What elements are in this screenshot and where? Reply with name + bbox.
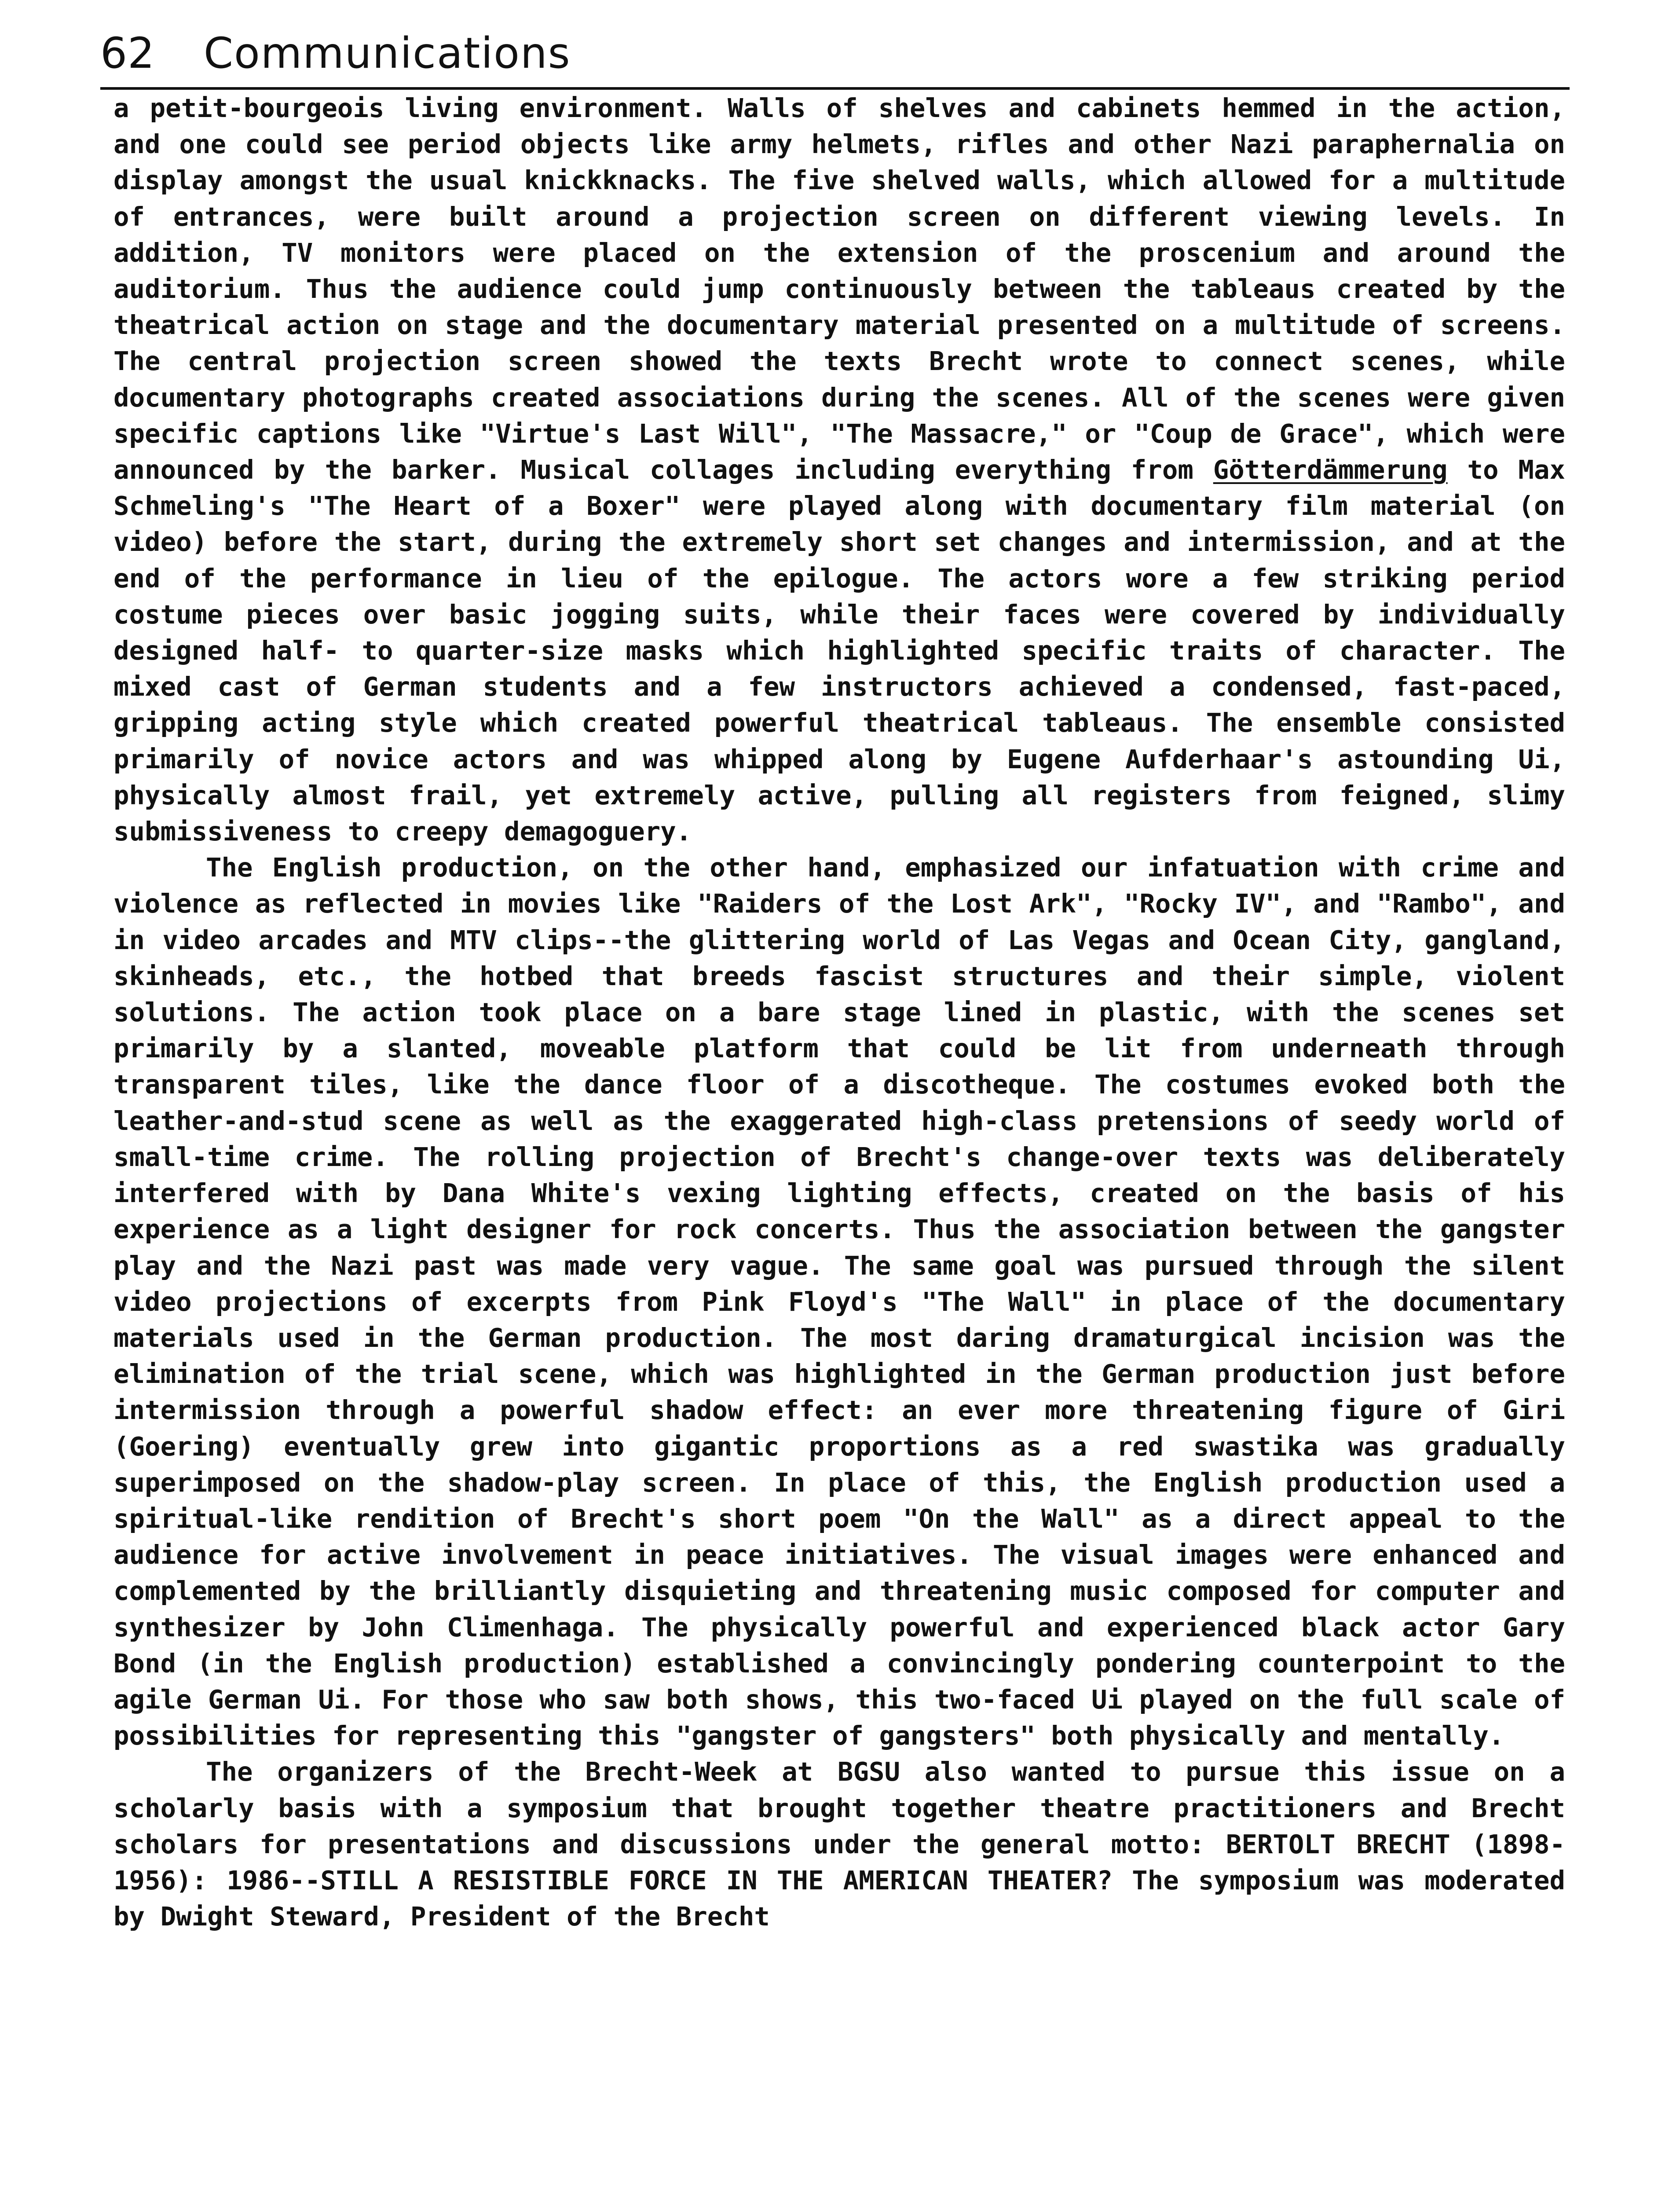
paragraph-1: [113, 90, 1565, 850]
underlined-title-gotterdammerung: Götterdämmerung: [1213, 455, 1448, 485]
article-body: [113, 90, 1565, 1935]
paragraph-2: The English production, on the other hand, emphasized our infatuation with crime and violence as reflected in movies like "Raiders of the Lost Ark", "Rocky IV", and "Rambo", and in video arcades and MTV clips--the glittering world of Las Vegas and Ocean City, gangland, skinheads, etc., the hotbed that breeds fascist structures and their simple, violent solutions. The action took place on a bare stage lined in plastic, with the scenes set primarily by a slanted, moveable platform that could be lit from underneath through transparent tiles, like the dance floor of a discotheque. The costumes evoked both the leather-and-stud scene as well as the exaggerated high-class pretensions of seedy world of small-time crime. The rolling projection of Brecht's change-over texts was deliberately interfered with by Dana White's vexing lighting effects, created on the basis of his experience as a light designer for rock concerts. Thus the association between the gangster play and the Nazi past was made very vague. The same goal was pursued through the silent video projections of excerpts from Pink Floyd's "The Wall" in place of the documentary materials used in the German production. The most daring dramaturgical incision was the elimination of the trial scene, which was highlighted in the German production just before intermission through a powerful shadow effect: an ever more threatening figure of Giri (Goering) eventually grew into gigantic proportions as a red swastika was gradually superimposed on the shadow-play screen. In place of this, the English production used a spiritual-like rendition of Brecht's short poem "On the Wall" as a direct appeal to the audience for active involvement in peace initiatives. The visual images were enhanced and complemented by the brilliantly disquieting and threatening music composed for computer and synthesizer by John Climenhaga. The physically powerful and experienced black actor Gary Bond (in the English production) established a convincingly pondering counterpoint to the agile German Ui. For those who saw both shows, this two-faced Ui played on the full scale of possibilities for representing this "gangster of gangsters" both physically and mentally.: [113, 852, 1565, 1751]
paragraph-1-text-a: a petit-bourgeois living environment. Walls of shelves and cabinets hemmed in the action, and one could see period objects like army helmets, rifles and other Nazi paraphernalia on display amongst the usual knickknacks. The five shelved walls, which allowed for a multitude of entrances, were built around a projection screen on different viewing levels. In addition, TV monitors were placed on the extension of the proscenium and around the auditorium. Thus the audience could jump continuously between the tableaus created by the theatrical action on stage and the documentary material presented on a multitude of screens. The central projection screen showed the texts Brecht wrote to connect scenes, while documentary photographs created associations during the scenes. All of the scenes were given specific captions like "Virtue's Last Will", "The Massacre," or "Coup de Grace", which were announced by the barker. Musical collages including everything from: [113, 93, 1565, 485]
page-header: [100, 21, 1570, 90]
paragraph-1-text-b: to Max Schmeling's "The Heart of a Boxer" were played along with documentary film material (on video) before the start, during the extremely short set changes and intermission, and at the end of the performance in lieu of the epilogue. The actors wore a few striking period costume pieces over basic jogging suits, while their faces were covered by individually designed half- to quarter-size masks which highlighted specific traits of character. The mixed cast of German students and a few instructors achieved a condensed, fast-paced, gripping acting style which created powerful theatrical tableaus. The ensemble consisted primarily of novice actors and was whipped along by Eugene Aufderhaar's astounding Ui, physically almost frail, yet extremely active, pulling all registers from feigned, slimy submissiveness to creepy demagoguery.: [113, 455, 1565, 847]
paragraph-3: The organizers of the Brecht-Week at BGSU also wanted to pursue this issue on a scholarly basis with a symposium that brought together theatre practitioners and Brecht scholars for presentations and discussions under the general motto: BERTOLT BRECHT (1898-1956): 1986--STILL A RESISTIBLE FORCE IN THE AMERICAN THEATER? The symposium was moderated by Dwight Steward, President of the Brecht: [113, 1756, 1565, 1932]
page-number: 62: [100, 29, 155, 78]
section-title: Communications: [204, 29, 571, 78]
